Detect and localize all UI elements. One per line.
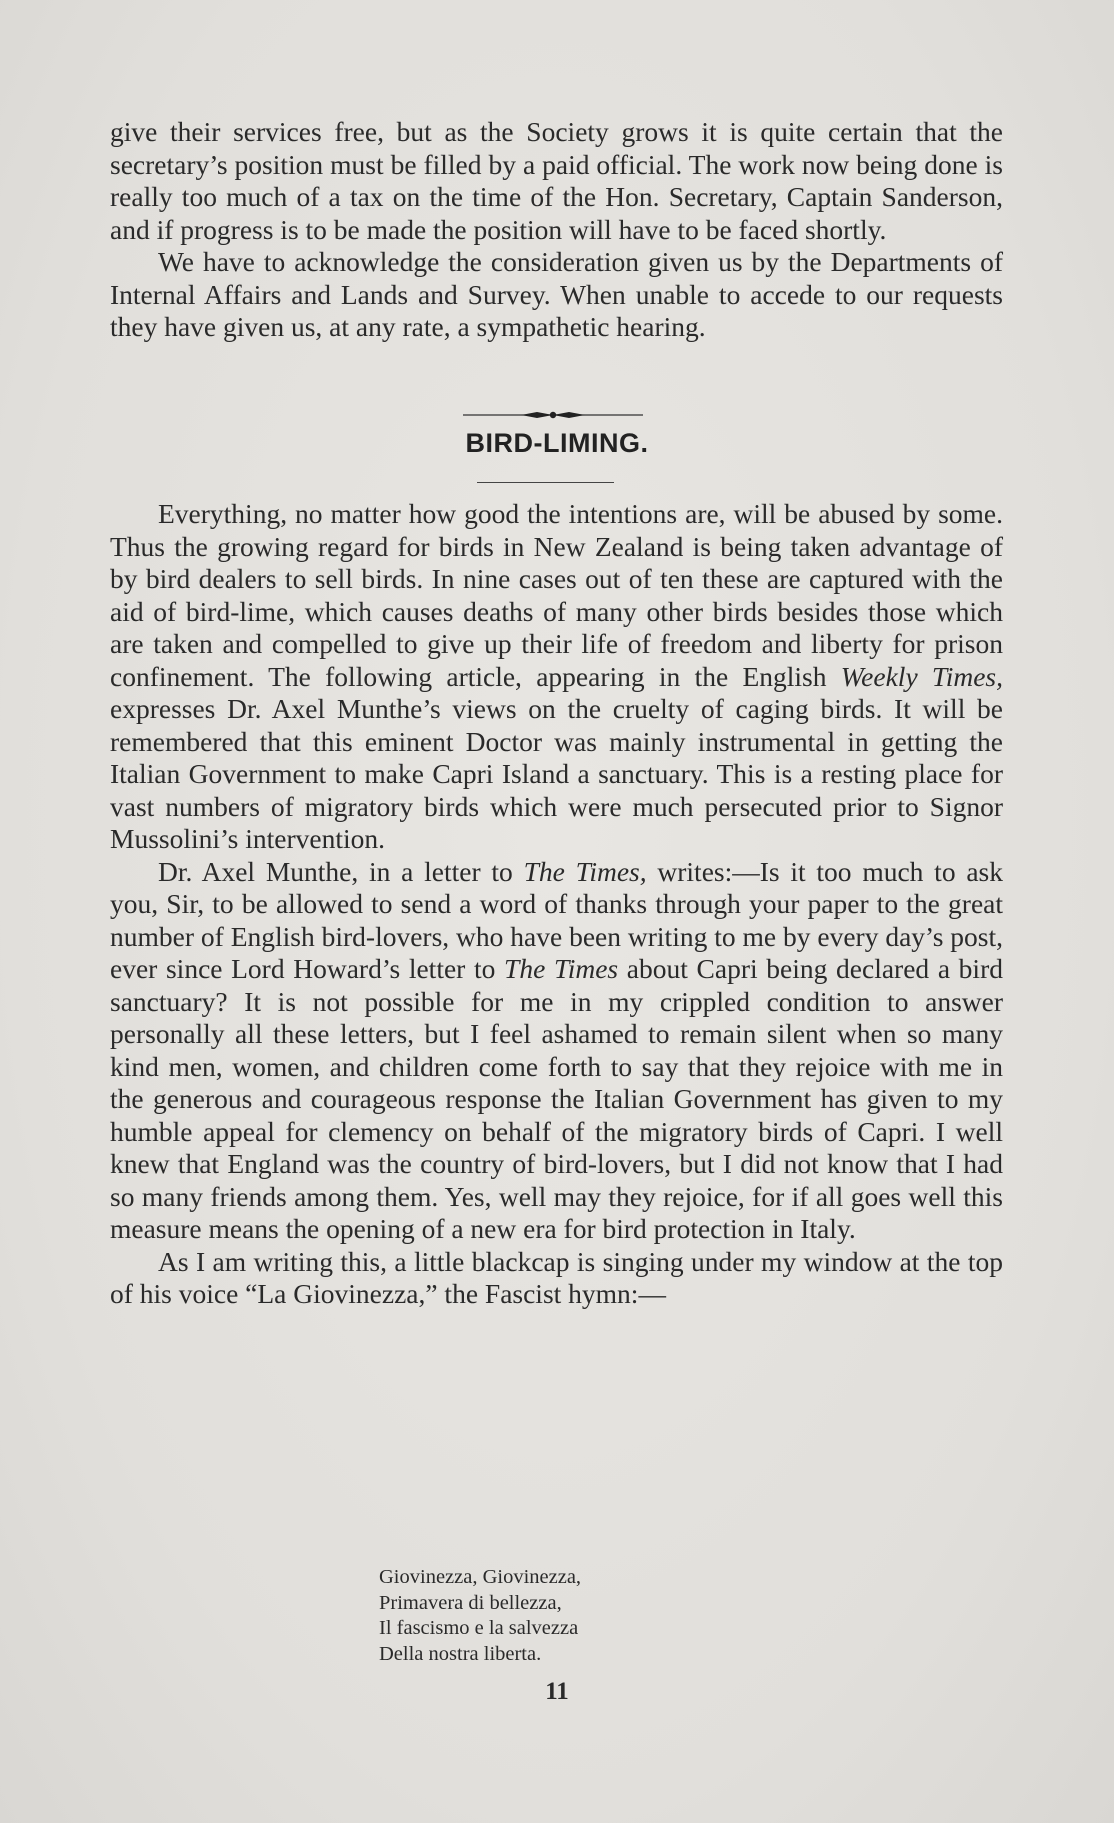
- body-paragraph-3: As I am writing this, a little blackcap is singing under my window at the top of his voice “La Giovinezza,” the Fascist hymn:—: [110, 1245, 1003, 1309]
- poem-line: Il fascismo e la salvezza: [379, 1617, 579, 1639]
- the-times-title-2: The Times: [504, 953, 619, 984]
- body-paragraph-1: [110, 498, 1003, 856]
- body-p2-text-b: writes:—Is it too much to ask you, Sir, to be allowed to send a word of thanks through your paper to the great number of English bird-lovers, who have been writing to me by every day’s post, ever since Lord Howard’s letter to: [110, 855, 1003, 984]
- heading-underline: [477, 482, 614, 483]
- poem-line: Giovinezza, Giovinezza,: [379, 1566, 582, 1588]
- body-p2-text-a: Dr. Axel Munthe, in a letter to: [158, 855, 524, 887]
- body-p1-text-a: Everything, no matter how good the intentions are, will be abused by some. Thus the growing regard for birds in New Zealand is being taken advantage of by bird dealers to sell birds. In nine cases out of ten these are captured with the aid of bird-lime, which causes deaths of many other birds besides those which are taken and compelled to give up their life of freedom and liberty for prison confinement. The following article, appearing in the English: [110, 498, 1003, 692]
- poem-line: Primavera di bellezza,: [379, 1591, 562, 1614]
- body-p1-text-b: expresses Dr. Axel Munthe’s views on the cruelty of caging birds. It will be remembered that this eminent Doctor was mainly instrumental in getting the Italian Government to make Capri Island a sanctuary. This is a resting place for vast numbers of migratory birds which were much persecuted prior to Signor Mussolini’s intervention.: [110, 693, 1003, 854]
- poem-line: Della nostra liberta.: [379, 1642, 542, 1665]
- page-number: 11: [545, 1678, 569, 1705]
- text-column: [110, 116, 1003, 344]
- intro-paragraph-2: We have to acknowledge the consideration given us by the Departments of Internal Affairs and Lands and Survey. When unable to accede to our requests they have given us, at any rate, a sympathetic hearing.: [110, 246, 1003, 342]
- the-times-title-1: The Times,: [523, 855, 647, 887]
- ornamental-divider: [463, 408, 643, 422]
- body-paragraph-2: [110, 856, 1003, 1246]
- weekly-times-title: Weekly Times,: [840, 660, 1003, 692]
- article-column: [110, 498, 1003, 1311]
- poem-block: [379, 1565, 581, 1667]
- intro-paragraph-1: give their services free, but as the Society grows it is quite certain that the secretary’s position must be filled by a paid official. The work now being done is really too much of a tax on the time of the Hon. Secretary, Captain Sanderson, and if progress is to be made the position will have to be faced shortly.: [110, 116, 1003, 245]
- body-p2-text-c: about Capri being declared a bird sanctuary? It is not possible for me in my crippled condition to answer personally all these letters, but I feel ashamed to remain silent when so many kind men, women, and children come forth to say that they rejoice with me in the generous and courageous response the Italian Government has given to my humble appeal for clemency on behalf of the migratory birds of Capri. I well knew that England was the country of bird-lovers, but I did not know that I had so many friends among them. Yes, well may they rejoice, for if all goes well this measure means the opening of a new era for bird protection in Italy.: [110, 953, 1003, 1244]
- section-heading: BIRD-LIMING.: [465, 428, 649, 458]
